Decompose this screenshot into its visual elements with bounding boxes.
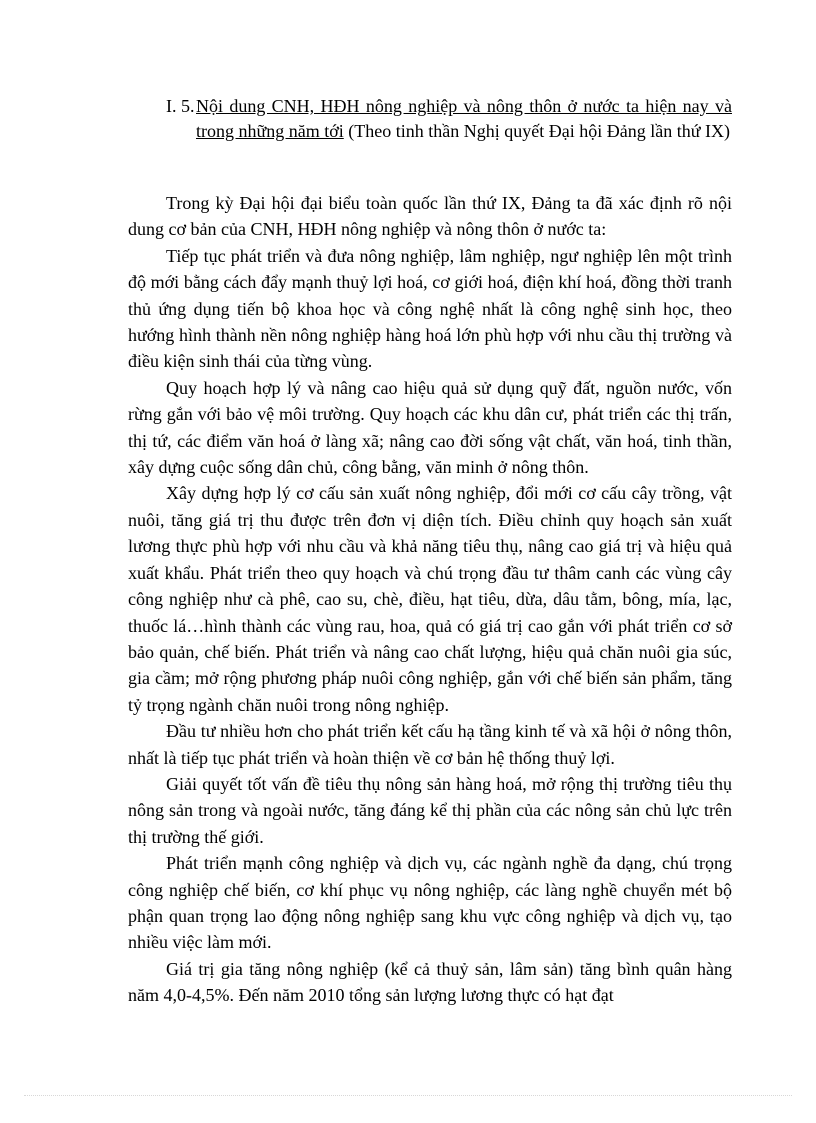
section-number: I. 5. [166,96,195,116]
section-title-note: (Theo tinh thần Nghị quyết Đại hội Đảng lần thứ IX) [343,121,730,141]
paragraph-growth-target: Giá trị gia tăng nông nghiệp (kể cả thuỷ sản, lâm sản) tăng bình quân hàng năm 4,0-4,5%. Đến năm 2010 tổng sản lượng lương thực có hạt đạt [128,958,732,1006]
page-bottom-divider [24,1095,792,1096]
section-heading [166,94,732,144]
section-title-underlined: Nội dung CNH, HĐH nông nghiệp và nông thôn ở nước ta hiện nay và trong những năm tới [196,96,732,141]
section-title [196,94,732,144]
paragraph-intro: Trong kỳ Đại hội đại biểu toàn quốc lần thứ IX, Đảng ta đã xác định rõ nội dung cơ bản của CNH, HĐH nông nghiệp và nông thôn ở nước ta: [128,193,732,240]
paragraph-land-planning: Quy hoạch hợp lý và nâng cao hiệu quả sử dụng quỹ đất, nguồn nước, vốn rừng gắn với bảo vệ môi trường. Quy hoạch các khu dân cư, phát triển các thị trấn, thị tứ, các điểm văn hoá ở làng xã; nâng cao đời sống vật chất, văn hoá, tinh thần, xây dựng cuộc sống dân chủ, công bằng, văn minh ở nông thôn. [128,377,732,478]
paragraph-production-structure: Xây dựng hợp lý cơ cấu sản xuất nông nghiệp, đổi mới cơ cấu cây trồng, vật nuôi, tăng giá trị thu được trên đơn vị diện tích. Điều chỉnh quy hoạch sản xuất lương thực phù hợp với nhu cầu và khả năng tiêu thụ, nâng cao giá trị và hiệu quả xuất khẩu. Phát triển theo quy hoạch và chú trọng đầu tư thâm canh các vùng cây công nghiệp như cà phê, cao su, chè, điều, hạt tiêu, dừa, dâu tằm, bông, mía, lạc, thuốc lá…hình thành các vùng rau, hoa, quả có giá trị cao gắn với phát triển cơ sở bảo quản, chế biến. Phát triển và nâng cao chất lượng, hiệu quả chăn nuôi gia súc, gia cầm; mở rộng phương pháp nuôi công nghiệp, gắn với chế biến sản phẩm, tăng tỷ trọng ngành chăn nuôi trong nông nghiệp. [128,483,732,715]
body-text [128,190,732,1009]
paragraph-infrastructure: Đầu tư nhiều hơn cho phát triển kết cấu hạ tầng kinh tế và xã hội ở nông thôn, nhất là tiếp tục phát triển và hoàn thiện về cơ bản hệ thống thuỷ lợi. [128,721,732,768]
paragraph-market: Giải quyết tốt vấn đề tiêu thụ nông sản hàng hoá, mở rộng thị trường tiêu thụ nông sản trong và ngoài nước, tăng đáng kể thị phần của các nông sản chủ lực trên thị trường thế giới. [128,773,732,847]
paragraph-agriculture-development: Tiếp tục phát triển và đưa nông nghiệp, lâm nghiệp, ngư nghiệp lên một trình độ mới bằng cách đẩy mạnh thuỷ lợi hoá, cơ giới hoá, điện khí hoá, đồng thời tranh thủ ứng dụng tiến bộ khoa học và công nghệ nhất là công nghệ sinh học, theo hướng hình thành nền nông nghiệp hàng hoá lớn phù hợp với nhu cầu thị trường và điều kiện sinh thái của từng vùng. [128,245,732,372]
paragraph-industry-services: Phát triển mạnh công nghiệp và dịch vụ, các ngành nghề đa dạng, chú trọng công nghiệp chế biến, cơ khí phục vụ nông nghiệp, các làng nghề chuyển mét bộ phận quan trọng lao động nông nghiệp sang khu vực công nghiệp và dịch vụ, tạo nhiều việc làm mới. [128,853,732,953]
